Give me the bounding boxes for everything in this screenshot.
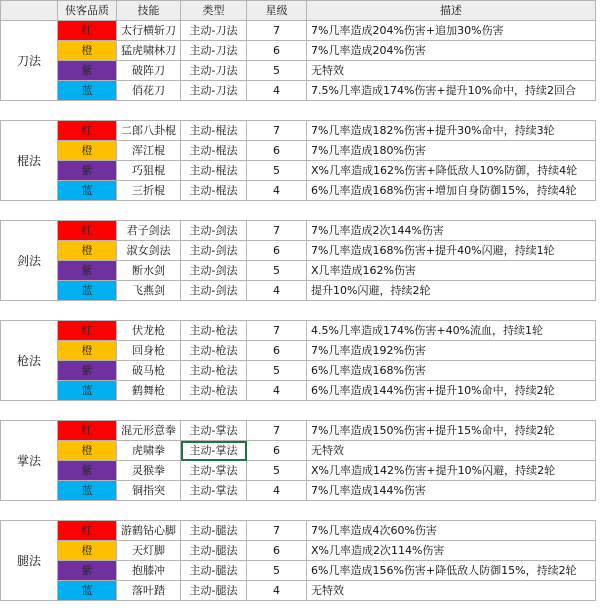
spacer-cell[interactable] [117,201,181,221]
spacer-cell[interactable] [247,401,307,421]
star-level-cell[interactable]: 4 [247,181,307,201]
skill-type-cell[interactable]: 主动-掌法 [181,421,247,441]
description-cell[interactable]: 7%几率造成2次144%伤害 [307,221,596,241]
quality-cell[interactable]: 紫 [58,261,117,281]
skill-name-cell[interactable]: 破阵刀 [117,61,181,81]
skill-type-cell[interactable]: 主动-枪法 [181,361,247,381]
skill-row [1,521,596,541]
skill-row [1,81,596,101]
spacer-cell[interactable] [247,201,307,221]
description-cell[interactable]: 7.5%几率造成174%伤害+提升10%命中，持续2回合 [307,81,596,101]
star-level-cell[interactable]: 6 [247,41,307,61]
star-level-cell[interactable]: 7 [247,421,307,441]
skill-type-cell[interactable]: 主动-枪法 [181,321,247,341]
spacer-cell[interactable] [1,101,58,121]
quality-cell[interactable]: 蓝 [58,281,117,301]
spacer-cell[interactable] [307,101,596,121]
spacer-cell[interactable] [307,301,596,321]
skill-type-cell[interactable]: 主动-掌法 [181,441,247,461]
skill-name-cell[interactable]: 落叶踏 [117,581,181,601]
skill-name-cell[interactable]: 二郎八卦棍 [117,121,181,141]
spacer-cell[interactable] [181,301,247,321]
skill-row [1,241,596,261]
skill-name-cell[interactable]: 君子剑法 [117,221,181,241]
spacer-cell[interactable] [181,201,247,221]
header-star[interactable]: 星级 [247,1,307,21]
spacer-cell[interactable] [117,401,181,421]
skill-type-cell[interactable]: 主动-腿法 [181,581,247,601]
category-cell[interactable]: 掌法 [1,421,58,501]
skill-type-cell[interactable]: 主动-腿法 [181,561,247,581]
spacer-cell[interactable] [58,401,117,421]
spacer-cell[interactable] [307,201,596,221]
spacer-cell[interactable] [181,401,247,421]
star-level-cell[interactable]: 6 [247,441,307,461]
star-level-cell[interactable]: 5 [247,261,307,281]
skill-name-cell[interactable]: 天灯脚 [117,541,181,561]
section-spacer-row [1,501,596,521]
quality-cell[interactable]: 蓝 [58,81,117,101]
quality-cell[interactable]: 橙 [58,441,117,461]
star-level-cell[interactable]: 7 [247,221,307,241]
category-cell[interactable]: 棍法 [1,121,58,201]
skill-row [1,41,596,61]
description-cell[interactable]: 7%几率造成180%伤害 [307,141,596,161]
skill-type-cell[interactable]: 主动-棍法 [181,181,247,201]
description-cell[interactable]: 4.5%几率造成174%伤害+40%流血，持续1轮 [307,321,596,341]
category-cell[interactable]: 剑法 [1,221,58,301]
description-cell[interactable]: X%几率造成2次114%伤害 [307,541,596,561]
spacer-cell[interactable] [58,101,117,121]
skill-row [1,261,596,281]
skill-row [1,421,596,441]
star-level-cell[interactable]: 4 [247,381,307,401]
star-level-cell[interactable]: 7 [247,521,307,541]
skill-type-cell[interactable]: 主动-剑法 [181,261,247,281]
quality-cell[interactable]: 蓝 [58,581,117,601]
spacer-cell[interactable] [58,201,117,221]
star-level-cell[interactable]: 5 [247,161,307,181]
star-level-cell[interactable]: 4 [247,581,307,601]
header-skill[interactable]: 技能 [117,1,181,21]
skill-name-cell[interactable]: 飞燕剑 [117,281,181,301]
skill-name-cell[interactable]: 游鹤钻心脚 [117,521,181,541]
skill-name-cell[interactable]: 鹤舞枪 [117,381,181,401]
quality-cell[interactable]: 红 [58,321,117,341]
quality-cell[interactable]: 紫 [58,361,117,381]
description-cell[interactable]: X几率造成162%伤害 [307,261,596,281]
spacer-cell[interactable] [1,201,58,221]
quality-cell[interactable]: 红 [58,521,117,541]
spacer-cell[interactable] [58,501,117,521]
skill-type-cell[interactable]: 主动-掌法 [181,481,247,501]
spacer-cell[interactable] [117,101,181,121]
spacer-cell[interactable] [1,501,58,521]
skill-row [1,581,596,601]
description-cell[interactable]: 7%几率造成204%伤害 [307,41,596,61]
table-body [1,21,596,601]
section-spacer-row [1,401,596,421]
quality-cell[interactable]: 橙 [58,541,117,561]
description-cell[interactable]: 7%几率造成192%伤害 [307,341,596,361]
skill-row [1,381,596,401]
skill-name-cell[interactable]: 抱膝冲 [117,561,181,581]
header-type[interactable]: 类型 [181,1,247,21]
star-level-cell[interactable]: 6 [247,541,307,561]
description-cell[interactable]: X%几率造成162%伤害+降低敌人10%防御，持续4轮 [307,161,596,181]
skill-type-cell[interactable]: 主动-腿法 [181,541,247,561]
skill-type-cell[interactable]: 主动-棍法 [181,141,247,161]
skill-name-cell[interactable]: 太行横斩刀 [117,21,181,41]
quality-cell[interactable]: 紫 [58,61,117,81]
skill-name-cell[interactable]: 伏龙枪 [117,321,181,341]
category-cell[interactable]: 腿法 [1,521,58,601]
skill-name-cell[interactable]: 俏花刀 [117,81,181,101]
spacer-cell[interactable] [1,401,58,421]
header-description[interactable]: 描述 [307,1,596,21]
quality-cell[interactable]: 橙 [58,41,117,61]
spacer-cell[interactable] [247,501,307,521]
skill-type-cell[interactable]: 主动-刀法 [181,61,247,81]
skill-type-cell[interactable]: 主动-棍法 [181,161,247,181]
section-spacer-row [1,201,596,221]
description-cell[interactable]: 提升10%闪避，持续2轮 [307,281,596,301]
skill-type-cell[interactable]: 主动-枪法 [181,381,247,401]
skill-row [1,341,596,361]
quality-cell[interactable]: 红 [58,121,117,141]
star-level-cell[interactable]: 7 [247,321,307,341]
quality-cell[interactable]: 橙 [58,341,117,361]
star-level-cell[interactable]: 4 [247,481,307,501]
skill-row [1,361,596,381]
skill-row [1,481,596,501]
skill-name-cell[interactable]: 灵猴拳 [117,461,181,481]
quality-cell[interactable]: 紫 [58,461,117,481]
star-level-cell[interactable]: 6 [247,341,307,361]
description-cell[interactable]: 6%几率造成168%伤害+增加自身防御15%，持续4轮 [307,181,596,201]
skill-type-cell[interactable]: 主动-掌法 [181,461,247,481]
spacer-cell[interactable] [1,301,58,321]
quality-cell[interactable]: 红 [58,421,117,441]
star-level-cell[interactable]: 4 [247,81,307,101]
category-cell[interactable]: 枪法 [1,321,58,401]
spacer-cell[interactable] [307,401,596,421]
category-cell[interactable]: 刀法 [1,21,58,101]
description-cell[interactable]: 无特效 [307,61,596,81]
description-cell[interactable]: 7%几率造成144%伤害 [307,481,596,501]
skill-type-cell[interactable]: 主动-剑法 [181,241,247,261]
skill-row [1,221,596,241]
quality-cell[interactable]: 橙 [58,141,117,161]
star-level-cell[interactable]: 7 [247,121,307,141]
spacer-cell[interactable] [307,501,596,521]
spacer-cell[interactable] [247,301,307,321]
skill-name-cell[interactable]: 三折棍 [117,181,181,201]
star-level-cell[interactable]: 5 [247,61,307,81]
quality-cell[interactable]: 蓝 [58,181,117,201]
spacer-cell[interactable] [117,301,181,321]
description-cell[interactable]: X%几率造成142%伤害+提升10%闪避，持续2轮 [307,461,596,481]
skill-row [1,121,596,141]
skill-type-cell[interactable]: 主动-棍法 [181,121,247,141]
description-cell[interactable]: 无特效 [307,441,596,461]
quality-cell[interactable]: 紫 [58,561,117,581]
description-cell[interactable]: 6%几率造成144%伤害+提升10%命中，持续2轮 [307,381,596,401]
star-level-cell[interactable]: 6 [247,141,307,161]
skill-type-cell[interactable]: 主动-刀法 [181,81,247,101]
description-cell[interactable]: 7%几率造成204%伤害+追加30%伤害 [307,21,596,41]
star-level-cell[interactable]: 5 [247,361,307,381]
star-level-cell[interactable]: 6 [247,241,307,261]
skill-type-cell[interactable]: 主动-枪法 [181,341,247,361]
skill-type-cell[interactable]: 主动-剑法 [181,221,247,241]
skill-row [1,441,596,461]
description-cell[interactable]: 6%几率造成168%伤害 [307,361,596,381]
header-row [1,1,596,21]
quality-cell[interactable]: 红 [58,21,117,41]
skill-row [1,541,596,561]
skill-name-cell[interactable]: 混元形意拳 [117,421,181,441]
skill-type-cell[interactable]: 主动-刀法 [181,41,247,61]
skill-name-cell[interactable]: 浑江棍 [117,141,181,161]
skill-row [1,161,596,181]
skill-type-cell[interactable]: 主动-刀法 [181,21,247,41]
description-cell[interactable]: 7%几率造成4次60%伤害 [307,521,596,541]
star-level-cell[interactable]: 4 [247,281,307,301]
skill-name-cell[interactable]: 虎啸拳 [117,441,181,461]
spacer-cell[interactable] [181,101,247,121]
skill-name-cell[interactable]: 猛虎啸林刀 [117,41,181,61]
skill-row [1,181,596,201]
skill-row [1,321,596,341]
description-cell[interactable]: 7%几率造成168%伤害+提升40%闪避，持续1轮 [307,241,596,261]
description-cell[interactable]: 6%几率造成156%伤害+降低敌人防御15%，持续2轮 [307,561,596,581]
quality-cell[interactable]: 蓝 [58,481,117,501]
header-category-cell[interactable] [1,1,58,21]
quality-cell[interactable]: 紫 [58,161,117,181]
spacer-cell[interactable] [181,501,247,521]
description-cell[interactable]: 7%几率造成182%伤害+提升30%命中，持续3轮 [307,121,596,141]
skill-name-cell[interactable]: 断水剑 [117,261,181,281]
skill-row [1,61,596,81]
skill-type-cell[interactable]: 主动-腿法 [181,521,247,541]
quality-cell[interactable]: 蓝 [58,381,117,401]
quality-cell[interactable]: 红 [58,221,117,241]
skill-row [1,141,596,161]
star-level-cell[interactable]: 7 [247,21,307,41]
skill-name-cell[interactable]: 巧狙棍 [117,161,181,181]
skill-name-cell[interactable]: 回身枪 [117,341,181,361]
skill-name-cell[interactable]: 破马枪 [117,361,181,381]
star-level-cell[interactable]: 5 [247,561,307,581]
skill-type-cell[interactable]: 主动-剑法 [181,281,247,301]
skill-row [1,561,596,581]
spacer-cell[interactable] [247,101,307,121]
skill-row [1,281,596,301]
header-quality[interactable]: 侠客品质 [58,1,117,21]
description-cell[interactable]: 7%几率造成150%伤害+提升15%命中，持续2轮 [307,421,596,441]
spacer-cell[interactable] [117,501,181,521]
skill-row [1,461,596,481]
skill-name-cell[interactable]: 铜指突 [117,481,181,501]
skill-name-cell[interactable]: 淑女剑法 [117,241,181,261]
section-spacer-row [1,301,596,321]
description-cell[interactable]: 无特效 [307,581,596,601]
spacer-cell[interactable] [58,301,117,321]
quality-cell[interactable]: 橙 [58,241,117,261]
skill-row [1,21,596,41]
star-level-cell[interactable]: 5 [247,461,307,481]
section-spacer-row [1,101,596,121]
